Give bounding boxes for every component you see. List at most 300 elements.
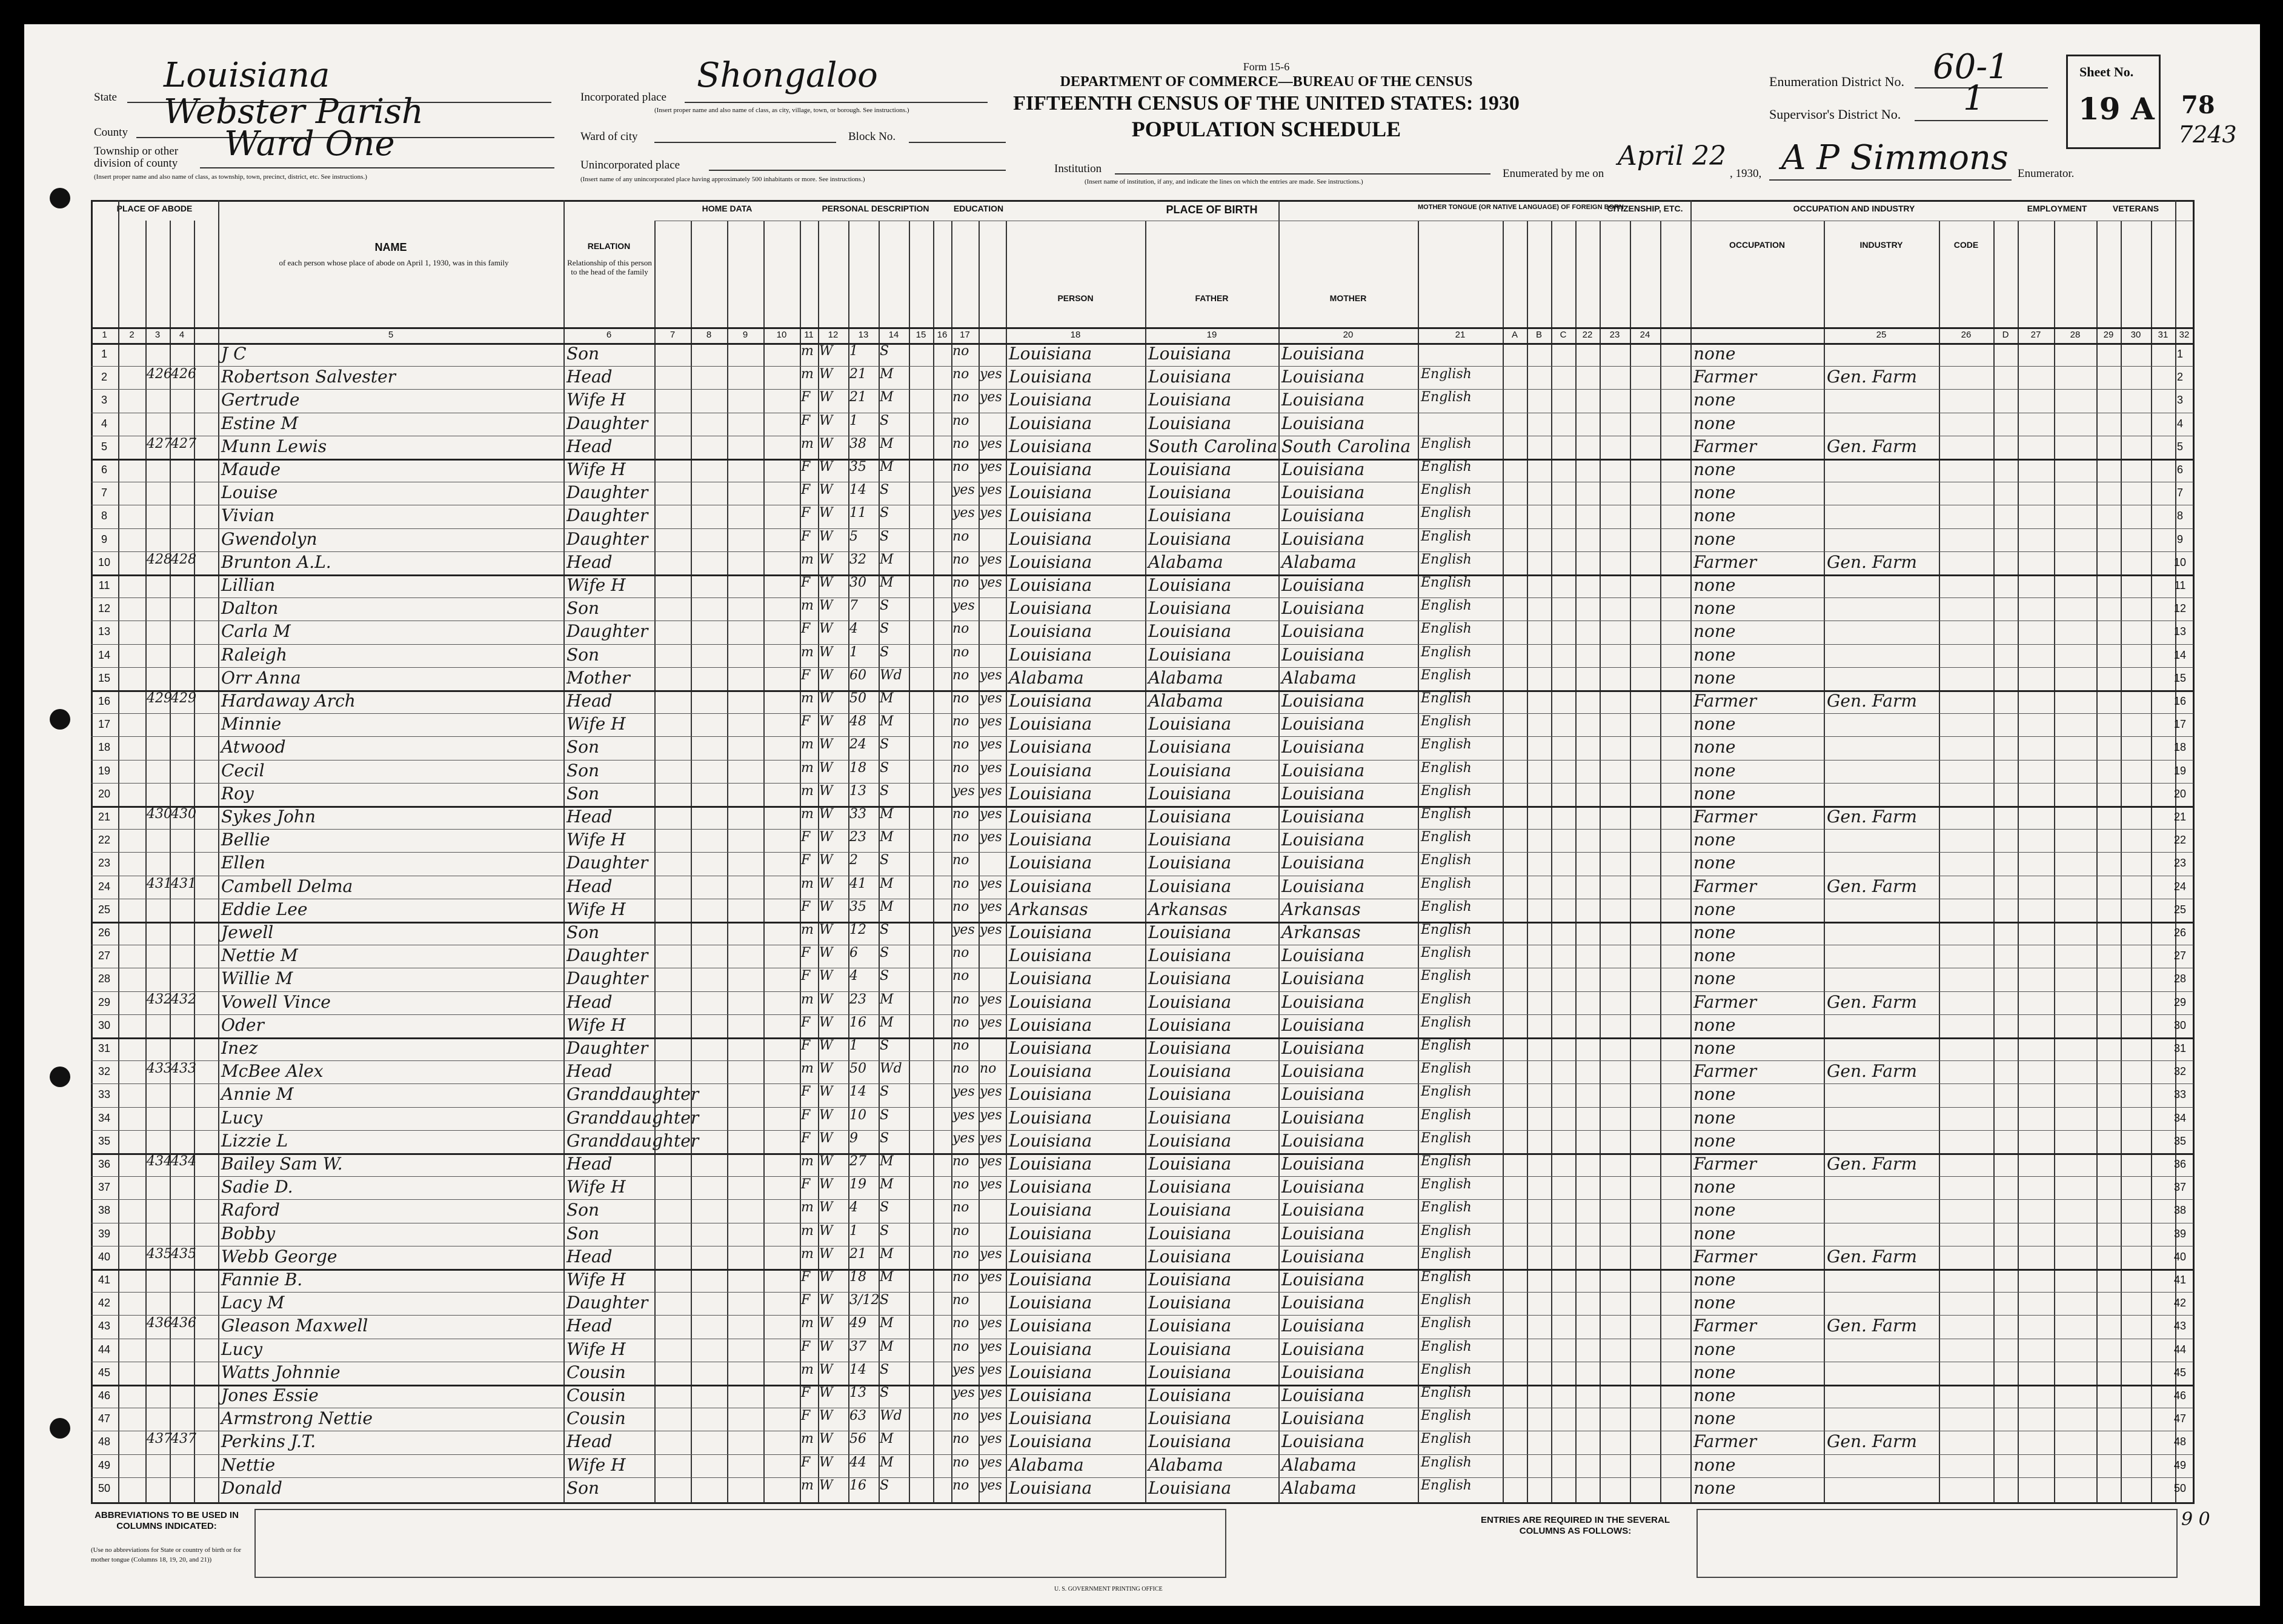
cell-mother: Louisiana <box>1281 1223 1365 1243</box>
line-number-right: 21 <box>2173 811 2187 823</box>
column-number: 26 <box>1961 330 1972 340</box>
cell-tongue: English <box>1421 1431 1472 1447</box>
cell-sex: m <box>801 367 814 382</box>
column-number: 18 <box>1070 330 1081 340</box>
cell-age: 1 <box>849 1038 858 1053</box>
cell-father: Louisiana <box>1148 783 1232 804</box>
cell-school: no <box>952 1454 969 1470</box>
line-number-right: 22 <box>2173 834 2187 847</box>
cell-tongue: English <box>1421 1477 1472 1493</box>
column-number: 1 <box>102 330 107 340</box>
cell-tongue: English <box>1421 1154 1472 1169</box>
cell-sex: m <box>801 1362 814 1377</box>
supervisor-label: Supervisor's District No. <box>1769 107 1901 122</box>
cell-school: no <box>952 1154 969 1169</box>
cell-sex: m <box>801 344 814 359</box>
cell-race: W <box>819 1130 833 1146</box>
cell-race: W <box>819 691 833 706</box>
cell-read: yes <box>980 1316 1002 1331</box>
cell-father: Louisiana <box>1148 367 1232 387</box>
cell-read: yes <box>980 691 1002 706</box>
cell-read: yes <box>980 876 1002 891</box>
cell-relation: Head <box>567 876 613 896</box>
cell-marital: M <box>880 807 894 822</box>
cell-school: no <box>952 1339 969 1354</box>
cell-race: W <box>819 1477 833 1493</box>
cell-mother: Louisiana <box>1281 1200 1365 1220</box>
cell-name: Louise <box>221 482 278 503</box>
group-relation: RELATION <box>587 241 631 251</box>
block-label: Block No. <box>848 130 896 143</box>
cell-father: Louisiana <box>1148 344 1232 364</box>
cell-school: no <box>952 1061 969 1077</box>
county-label: County <box>94 126 128 139</box>
cell-marital: S <box>880 598 889 614</box>
cell-name: Vivian <box>221 505 275 526</box>
cell-relation: Head <box>567 807 613 827</box>
line-number-right: 30 <box>2173 1019 2187 1031</box>
line-number: 44 <box>98 1343 111 1356</box>
cell-school: no <box>952 459 969 474</box>
cell-read: yes <box>980 760 1002 776</box>
incorporated-label: Incorporated place <box>580 91 666 104</box>
line-number: 14 <box>98 648 111 661</box>
cell-age: 63 <box>849 1408 866 1424</box>
cell-mother: Louisiana <box>1281 1316 1365 1336</box>
cell-occupation: none <box>1693 1223 1736 1243</box>
cell-name: Lucy <box>221 1107 263 1128</box>
cell-name: Roy <box>221 783 254 804</box>
cell-mother: Alabama <box>1281 1477 1357 1498</box>
cell-occupation: Farmer <box>1693 1154 1757 1174</box>
population-table <box>91 200 2193 1503</box>
line-number: 7 <box>101 487 107 499</box>
cell-race: W <box>819 1107 833 1123</box>
cell-father: South Carolina <box>1148 436 1278 456</box>
census-sheet <box>24 24 2260 1606</box>
cell-marital: M <box>880 1014 894 1030</box>
cell-industry: Gen. Farm <box>1827 1316 1917 1336</box>
cell-school: no <box>952 575 969 590</box>
cell-marital: S <box>880 1038 889 1053</box>
cell-relation: Cousin <box>567 1408 626 1429</box>
line-number: 8 <box>101 510 107 522</box>
enumerator-label: Enumerator. <box>2018 167 2075 180</box>
line-number-right: 27 <box>2173 950 2187 962</box>
cell-relation: Wife H <box>567 459 626 479</box>
header-relation-instructions: Relationship of this person to the head of the family <box>567 258 652 276</box>
group-place-of-abode: PLACE OF ABODE <box>116 204 193 213</box>
line-number: 35 <box>98 1134 111 1147</box>
cell-read: no <box>980 1061 997 1077</box>
cell-birth: Louisiana <box>1009 876 1092 896</box>
cell-marital: S <box>880 737 889 753</box>
cell-age: 14 <box>849 1084 866 1100</box>
header-occupation: OCCUPATION <box>1729 240 1786 250</box>
cell-marital: M <box>880 390 894 405</box>
cell-race: W <box>819 1362 833 1377</box>
institution-note: (Insert name of institution, if any, and indicate the lines on which the entries are made. See instructions.) <box>1085 178 1363 185</box>
cell-tongue: English <box>1421 644 1472 660</box>
cell-school: no <box>952 760 969 776</box>
cell-sex: F <box>801 945 811 961</box>
cell-birth: Louisiana <box>1009 1246 1092 1266</box>
column-number: 4 <box>179 330 185 340</box>
cell-mother: Louisiana <box>1281 737 1365 757</box>
cell-sex: F <box>801 390 811 405</box>
cell-race: W <box>819 621 833 637</box>
line-number: 6 <box>101 464 107 476</box>
cell-occupation: none <box>1693 667 1736 688</box>
punch-hole-icon <box>50 188 70 208</box>
cell-occupation: none <box>1693 968 1736 989</box>
cell-mother: Louisiana <box>1281 1107 1365 1128</box>
cell-mother: Louisiana <box>1281 1038 1365 1058</box>
sheet-value: 19 A <box>2078 91 2155 127</box>
cell-age: 19 <box>849 1177 866 1193</box>
cell-school: no <box>952 413 969 428</box>
cell-family: 427 <box>171 436 196 451</box>
state-value: Louisiana <box>164 56 330 95</box>
cell-race: W <box>819 714 833 730</box>
cell-industry: Gen. Farm <box>1827 551 1917 572</box>
punch-hole-icon <box>50 1418 70 1439</box>
cell-school: no <box>952 644 969 660</box>
cell-relation: Daughter <box>567 1293 648 1313</box>
line-number-right: 6 <box>2176 464 2183 476</box>
line-number-right: 13 <box>2173 625 2187 638</box>
cell-relation: Head <box>567 367 613 387</box>
cell-relation: Daughter <box>567 505 648 526</box>
line-number-right: 15 <box>2173 671 2187 684</box>
cell-school: no <box>952 876 969 891</box>
cell-dwelling: 427 <box>147 436 172 451</box>
cell-age: 16 <box>849 1014 866 1030</box>
cell-father: Louisiana <box>1148 505 1232 526</box>
cell-tongue: English <box>1421 968 1472 984</box>
cell-relation: Daughter <box>567 528 648 549</box>
cell-marital: M <box>880 991 894 1007</box>
column-rule <box>218 200 219 1503</box>
cell-race: W <box>819 436 833 451</box>
cell-school: no <box>952 807 969 822</box>
line-number-right: 48 <box>2173 1436 2187 1448</box>
cell-birth: Louisiana <box>1009 1270 1092 1290</box>
cell-dwelling: 429 <box>147 691 172 706</box>
cell-sex: m <box>801 922 814 937</box>
punch-hole-icon <box>50 1067 70 1087</box>
cell-occupation: none <box>1693 390 1736 410</box>
cell-marital: S <box>880 945 889 961</box>
cell-age: 23 <box>849 830 866 845</box>
cell-school: no <box>952 667 969 683</box>
cell-read: yes <box>980 390 1002 405</box>
cell-race: W <box>819 760 833 776</box>
cell-race: W <box>819 1339 833 1354</box>
cell-relation: Daughter <box>567 482 648 503</box>
cell-sex: m <box>801 1061 814 1077</box>
cell-occupation: none <box>1693 1477 1736 1498</box>
cell-race: W <box>819 1316 833 1331</box>
cell-marital: S <box>880 1084 889 1100</box>
line-number-right: 43 <box>2173 1320 2187 1333</box>
cell-tongue: English <box>1421 1061 1472 1077</box>
line-number: 25 <box>98 903 111 916</box>
cell-father: Louisiana <box>1148 968 1232 989</box>
cell-father: Louisiana <box>1148 1014 1232 1035</box>
column-number: 21 <box>1455 330 1466 340</box>
line-number-right: 45 <box>2173 1366 2187 1379</box>
sheet-label: Sheet No. <box>2079 64 2134 79</box>
cell-age: 7 <box>849 598 858 614</box>
cell-age: 30 <box>849 575 866 590</box>
cell-tongue: English <box>1421 551 1472 567</box>
line-number: 1 <box>101 348 107 360</box>
cell-school: no <box>952 1038 969 1053</box>
cell-relation: Daughter <box>567 853 648 873</box>
ward-label: Ward of city <box>580 130 638 143</box>
cell-occupation: none <box>1693 528 1736 549</box>
line-number: 43 <box>98 1320 111 1333</box>
line-number-right: 41 <box>2173 1274 2187 1286</box>
cell-name: Gwendolyn <box>221 528 317 549</box>
line-number-right: 50 <box>2173 1482 2187 1494</box>
cell-name: Estine M <box>221 413 299 433</box>
cell-mother: Alabama <box>1281 667 1357 688</box>
cell-marital: S <box>880 413 889 428</box>
cell-relation: Daughter <box>567 1038 648 1058</box>
cell-age: 50 <box>849 691 866 706</box>
cell-name: Jones Essie <box>221 1385 319 1405</box>
cell-mother: Louisiana <box>1281 644 1365 665</box>
cell-name: Lillian <box>221 575 276 595</box>
cell-age: 32 <box>849 551 866 567</box>
cell-father: Louisiana <box>1148 1177 1232 1197</box>
cell-race: W <box>819 991 833 1007</box>
cell-age: 9 <box>849 1130 858 1146</box>
cell-school: no <box>952 390 969 405</box>
cell-read: yes <box>980 575 1002 590</box>
cell-read: yes <box>980 807 1002 822</box>
cell-name: Cambell Delma <box>221 876 353 896</box>
cell-birth: Louisiana <box>1009 1154 1092 1174</box>
group-place-of-birth: PLACE OF BIRTH <box>1166 204 1258 216</box>
cell-marital: M <box>880 459 894 474</box>
cell-mother: Louisiana <box>1281 1385 1365 1405</box>
line-number: 34 <box>98 1111 111 1124</box>
cell-mother: Louisiana <box>1281 1154 1365 1174</box>
column-number: 12 <box>828 330 839 340</box>
cell-relation: Son <box>567 783 600 804</box>
line-number-right: 12 <box>2173 602 2187 615</box>
cell-dwelling: 430 <box>147 807 172 822</box>
line-number: 9 <box>101 533 107 545</box>
cell-mother: Louisiana <box>1281 575 1365 595</box>
cell-birth: Louisiana <box>1009 436 1092 456</box>
institution-underline <box>1115 173 1490 175</box>
cell-age: 10 <box>849 1107 866 1123</box>
cell-name: Carla M <box>221 621 291 642</box>
cell-occupation: Farmer <box>1693 1316 1757 1336</box>
cell-father: Louisiana <box>1148 1408 1232 1429</box>
cell-race: W <box>819 1431 833 1447</box>
cell-school: no <box>952 737 969 753</box>
cell-relation: Son <box>567 644 600 665</box>
cell-sex: F <box>801 1130 811 1146</box>
cell-read: yes <box>980 367 1002 382</box>
cell-race: W <box>819 344 833 359</box>
cell-birth: Louisiana <box>1009 1385 1092 1405</box>
cell-mother: Louisiana <box>1281 691 1365 711</box>
cell-tongue: English <box>1421 390 1472 405</box>
cell-name: Bellie <box>221 830 270 850</box>
column-number: 31 <box>2158 330 2168 340</box>
cell-marital: M <box>880 1270 894 1285</box>
cell-sex: F <box>801 1038 811 1053</box>
cell-tongue: English <box>1421 1177 1472 1193</box>
cell-school: no <box>952 1223 969 1239</box>
cell-father: Alabama <box>1148 667 1223 688</box>
cell-relation: Wife H <box>567 390 626 410</box>
cell-name: Nettie <box>221 1454 276 1475</box>
header-name-instructions: of each person whose place of abode on April 1, 1930, was in this family <box>279 258 509 267</box>
cell-dwelling: 432 <box>147 991 172 1007</box>
column-rule <box>118 200 119 1503</box>
cell-father: Louisiana <box>1148 1200 1232 1220</box>
cell-birth: Louisiana <box>1009 575 1092 595</box>
cell-dwelling: 428 <box>147 551 172 567</box>
cell-sex: F <box>801 714 811 730</box>
cell-marital: Wd <box>880 1408 902 1424</box>
cell-mother: Louisiana <box>1281 344 1365 364</box>
cell-father: Alabama <box>1148 1454 1223 1475</box>
line-number-right: 34 <box>2173 1111 2187 1124</box>
cell-family: 434 <box>171 1154 196 1169</box>
cell-father: Louisiana <box>1148 737 1232 757</box>
cell-occupation: none <box>1693 1270 1736 1290</box>
cell-read: yes <box>980 1130 1002 1146</box>
header-birth-person: PERSON <box>1057 293 1094 303</box>
cell-industry: Gen. Farm <box>1827 691 1917 711</box>
cell-sex: m <box>801 1316 814 1331</box>
cell-birth: Louisiana <box>1009 991 1092 1012</box>
line-number: 30 <box>98 1019 111 1031</box>
cell-age: 4 <box>849 1200 858 1216</box>
cell-relation: Wife H <box>567 1270 626 1290</box>
enumerated-label: Enumerated by me on <box>1503 167 1604 180</box>
line-number-right: 18 <box>2173 741 2187 754</box>
cell-school: no <box>952 1408 969 1424</box>
cell-tongue: English <box>1421 1385 1472 1400</box>
cell-age: 60 <box>849 667 866 683</box>
cell-father: Louisiana <box>1148 1362 1232 1382</box>
line-number-right: 26 <box>2173 927 2187 939</box>
cell-age: 41 <box>849 876 866 891</box>
cell-age: 16 <box>849 1477 866 1493</box>
line-number-right: 19 <box>2173 764 2187 777</box>
cell-father: Louisiana <box>1148 1038 1232 1058</box>
cell-father: Louisiana <box>1148 1431 1232 1452</box>
column-number: 29 <box>2103 330 2114 340</box>
cell-mother: Louisiana <box>1281 390 1365 410</box>
cell-birth: Arkansas <box>1009 899 1088 919</box>
cell-occupation: none <box>1693 1408 1736 1429</box>
cell-sex: F <box>801 1339 811 1354</box>
cell-school: no <box>952 1477 969 1493</box>
cell-sex: m <box>801 1431 814 1447</box>
line-number-right: 20 <box>2173 787 2187 800</box>
cell-race: W <box>819 1385 833 1400</box>
cell-tongue: English <box>1421 1339 1472 1354</box>
cell-tongue: English <box>1421 830 1472 845</box>
cell-race: W <box>819 644 833 660</box>
cell-father: Louisiana <box>1148 482 1232 503</box>
line-number: 10 <box>98 556 111 568</box>
cell-sex: F <box>801 1385 811 1400</box>
cell-relation: Son <box>567 344 600 364</box>
cell-tongue: English <box>1421 991 1472 1007</box>
cell-age: 33 <box>849 807 866 822</box>
enumerated-date: April 22 <box>1618 141 1727 171</box>
cell-birth: Louisiana <box>1009 1223 1092 1243</box>
column-rule <box>1278 200 1280 1503</box>
cell-relation: Wife H <box>567 899 626 919</box>
cell-birth: Louisiana <box>1009 390 1092 410</box>
cell-race: W <box>819 1454 833 1470</box>
cell-occupation: none <box>1693 1177 1736 1197</box>
cell-name: Hardaway Arch <box>221 691 356 711</box>
cell-race: W <box>819 1154 833 1169</box>
cell-school: yes <box>952 505 975 521</box>
cell-birth: Louisiana <box>1009 1408 1092 1429</box>
cell-school: no <box>952 551 969 567</box>
cell-birth: Louisiana <box>1009 922 1092 942</box>
cell-mother: Louisiana <box>1281 783 1365 804</box>
cell-mother: Louisiana <box>1281 621 1365 642</box>
cell-age: 38 <box>849 436 866 451</box>
line-number: 45 <box>98 1366 111 1379</box>
cell-age: 4 <box>849 968 858 984</box>
cell-race: W <box>819 1061 833 1077</box>
cell-mother: Louisiana <box>1281 1014 1365 1035</box>
cell-father: Louisiana <box>1148 1130 1232 1151</box>
group-citizenship: CITIZENSHIP, ETC. <box>1607 204 1683 213</box>
cell-mother: Louisiana <box>1281 1362 1365 1382</box>
cell-read: yes <box>980 1154 1002 1169</box>
cell-race: W <box>819 853 833 868</box>
cell-sex: F <box>801 853 811 868</box>
cell-age: 24 <box>849 737 866 753</box>
cell-tongue: English <box>1421 436 1472 451</box>
cell-occupation: none <box>1693 1130 1736 1151</box>
cell-dwelling: 437 <box>147 1431 172 1447</box>
cell-age: 23 <box>849 991 866 1007</box>
cell-name: Inez <box>221 1038 258 1058</box>
cell-birth: Louisiana <box>1009 968 1092 989</box>
cell-age: 50 <box>849 1061 866 1077</box>
cell-age: 14 <box>849 482 866 498</box>
abbrev-note: (Use no abbreviations for State or country of birth or for mother tongue (Columns 18, 19, 20, and 21)) <box>91 1546 242 1563</box>
line-number: 21 <box>98 811 111 823</box>
line-number: 49 <box>98 1459 111 1471</box>
cell-mother: Arkansas <box>1281 899 1361 919</box>
cell-mother: Alabama <box>1281 1454 1357 1475</box>
cell-occupation: Farmer <box>1693 1061 1757 1082</box>
line-number: 12 <box>98 602 111 615</box>
cell-read: yes <box>980 459 1002 474</box>
line-number: 26 <box>98 927 111 939</box>
cell-read: yes <box>980 505 1002 521</box>
